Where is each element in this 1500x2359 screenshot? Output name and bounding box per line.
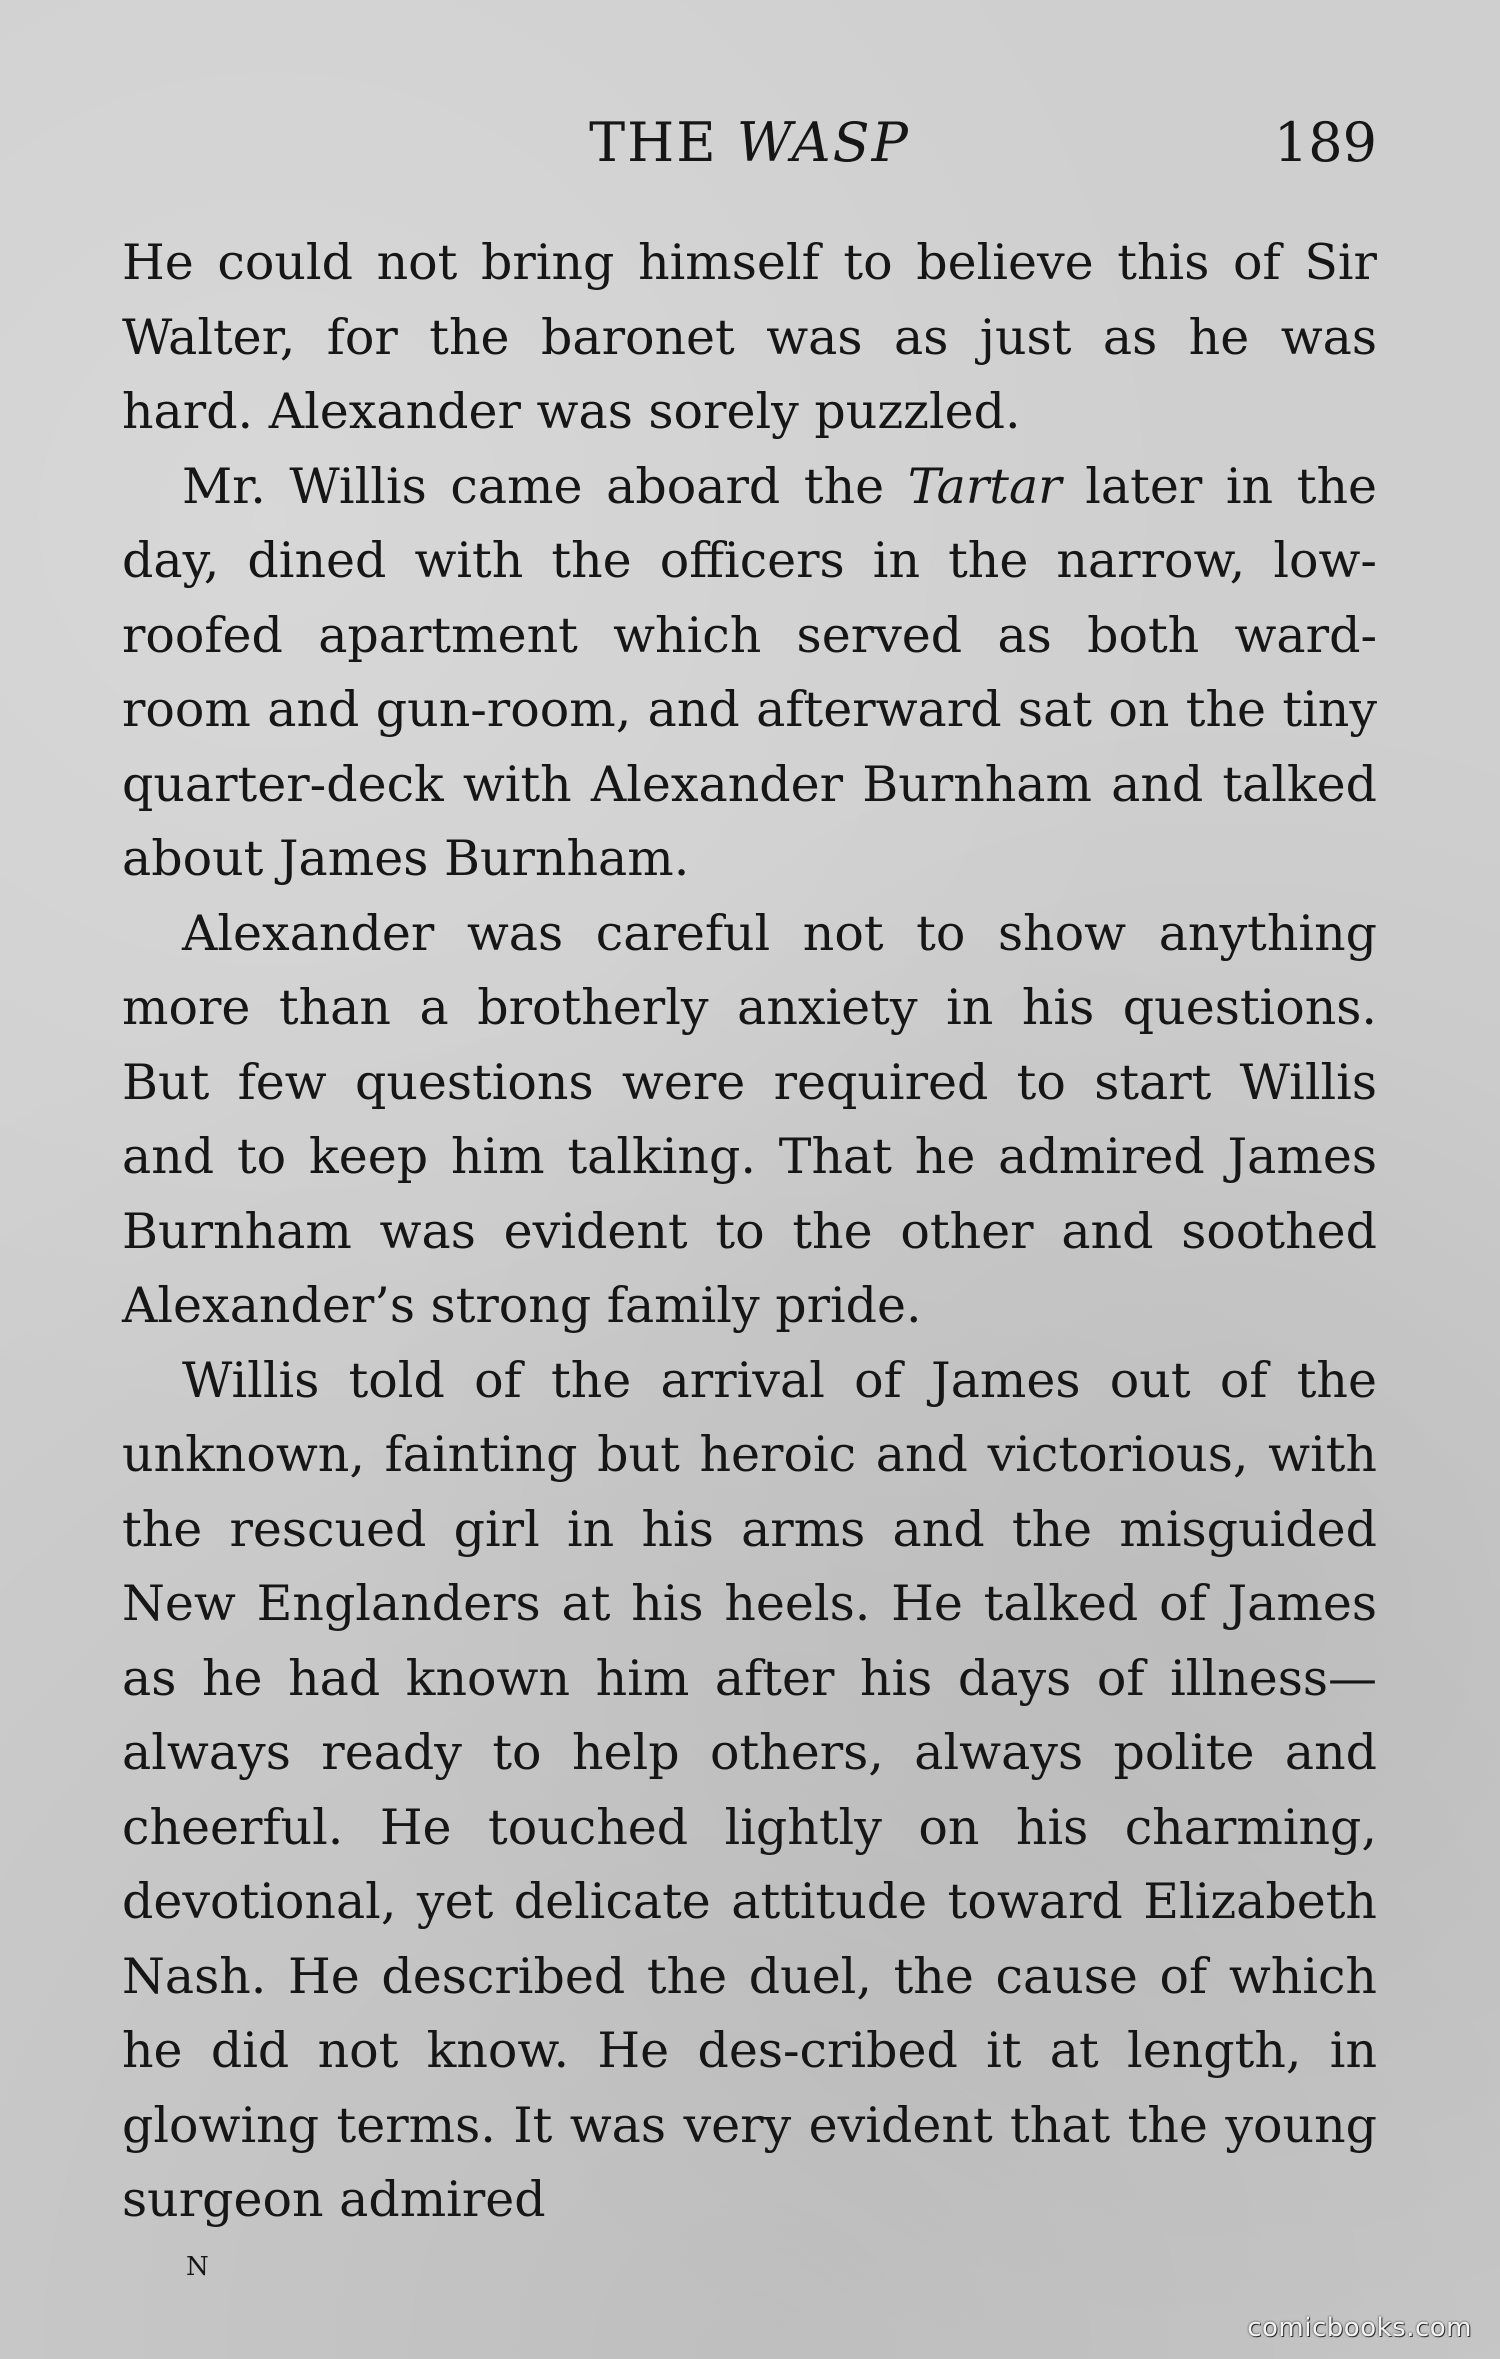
paragraph-2-before: Mr. Willis came aboard the [182,457,908,515]
paragraph-1: He could not bring himself to believe this of Sir Walter, for the baronet was as just as he was hard. Alexander was sorely puzzled. [122,234,1377,440]
page-number: 189 [1273,111,1377,174]
ship-name: Tartar [907,457,1062,515]
running-title [122,108,1377,178]
running-head [122,108,1377,178]
running-title-italic: WASP [736,111,910,174]
paragraph-2 [122,450,1377,897]
signature-mark: N [186,2252,210,2282]
running-title-prefix: THE [589,111,737,174]
body-text [122,226,1377,2238]
paragraph-3: Alexander was careful not to show anything more than a brotherly anxiety in his questions. But few questions were required to start Willis and to keep him talking. That he admired James Burnham was evident to the other and soothed Alexander’s strong family pride. [122,904,1377,1334]
watermark: comicbooks.com [1247,2313,1472,2343]
paragraph-4: Willis told of the arrival of James out of the unknown, fainting but heroic and victorious, with the rescued girl in his arms and the misguided New Englanders at his heels. He talked of James as he had known him after his days of illness—always ready to help others, always polite and cheerful. He touched lightly on his charming, devotional, yet delicate attitude toward Elizabeth Nash. He described the duel, the cause of which he did not know. He des-cribed it at length, in glowing terms. It was very evident that the young surgeon admired [122,1351,1377,2228]
paragraph-2-after: later in the day, dined with the officers in the narrow, low-roofed apartment which served as both ward-room and gun-room, and afterward sat on the tiny quarter-deck with Alexander Burnham and talked about James Burnham. [122,457,1377,887]
